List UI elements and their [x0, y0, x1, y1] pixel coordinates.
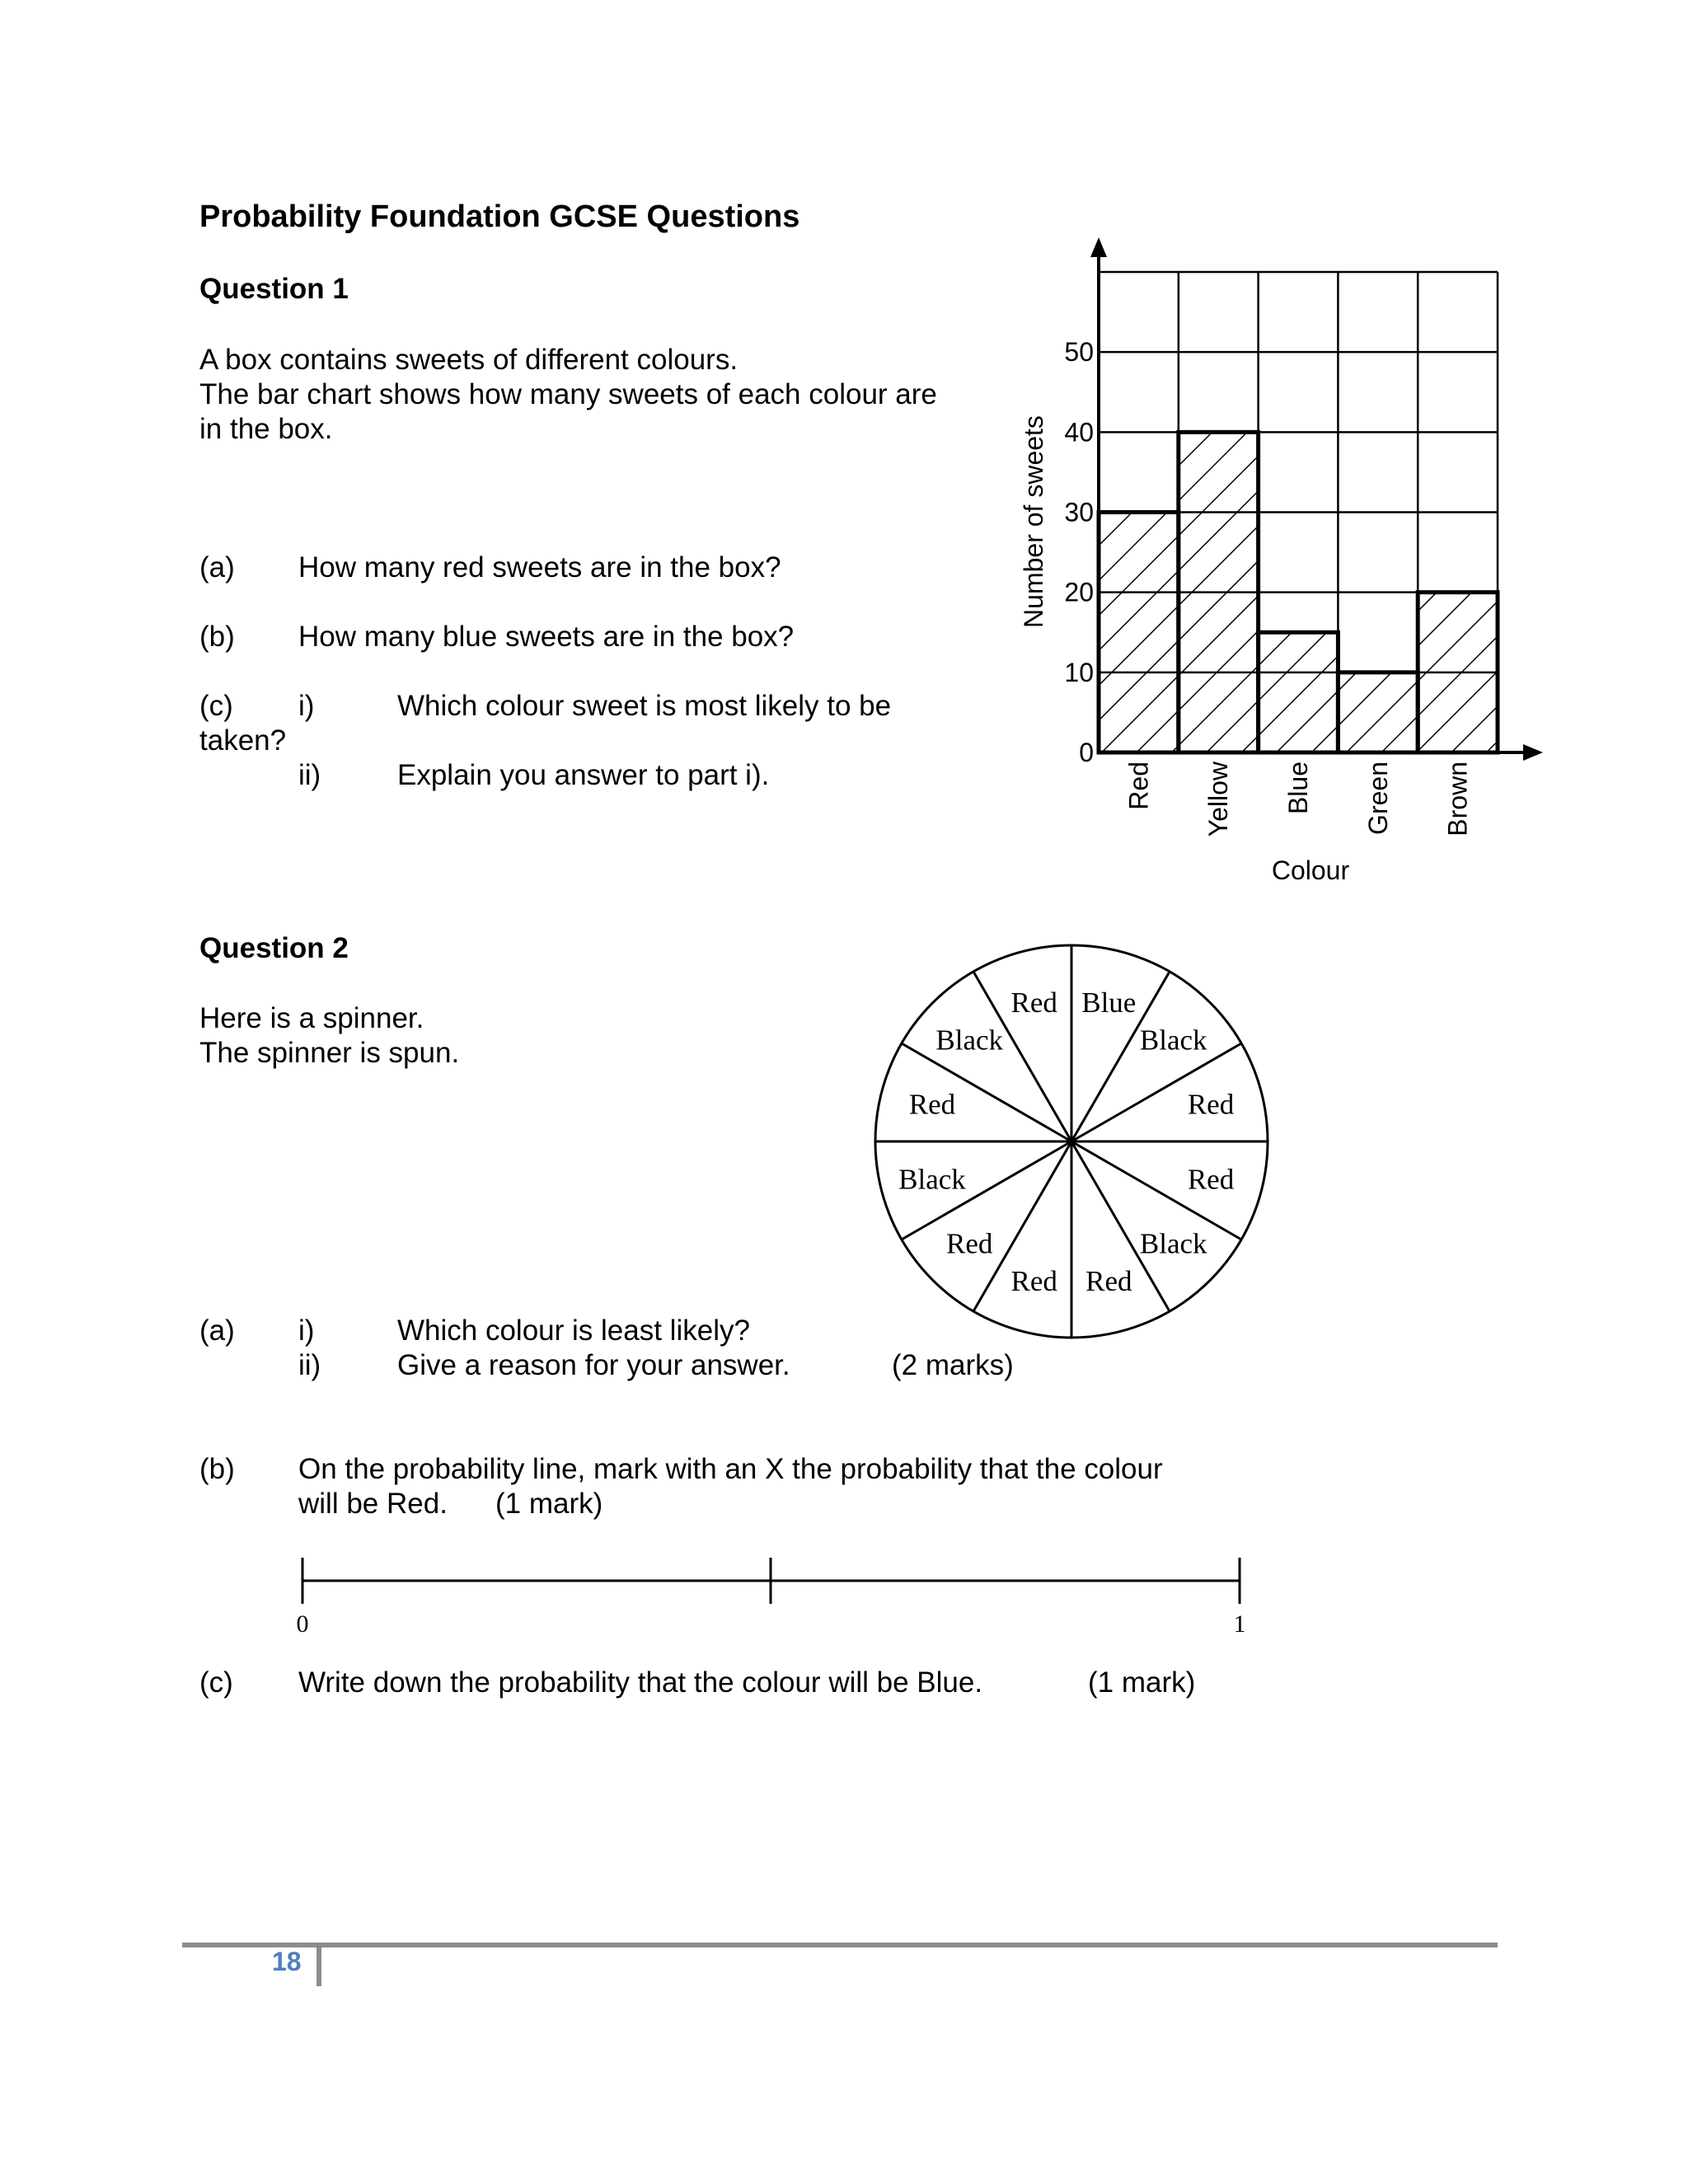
- q2-part-c-marks: (1 mark): [1088, 1666, 1196, 1699]
- spinner-sector-label: Black: [1139, 1227, 1207, 1260]
- q2-intro-line-1: Here is a spinner.: [199, 1002, 424, 1034]
- q2-part-b-label: (b): [199, 1453, 235, 1485]
- q1-intro-line-2: The bar chart shows how many sweets of each colour are: [199, 378, 937, 410]
- x-tick-label: Brown: [1442, 762, 1473, 837]
- q2-part-b-marks: (1 mark): [495, 1488, 603, 1520]
- q1-part-c-label: (c): [199, 690, 233, 722]
- question-1-heading: Question 1: [199, 273, 349, 305]
- y-tick-label: 0: [1079, 738, 1094, 767]
- spinner-sector-label: Red: [1010, 1265, 1057, 1298]
- spinner-sector-label: Blue: [1081, 986, 1137, 1019]
- q1-intro-line-1: A box contains sweets of different colours.: [199, 344, 738, 376]
- chart-x-axis-label: Colour: [1271, 855, 1350, 885]
- spinner-sector-label: Red: [1187, 1088, 1235, 1121]
- footer-rule-tick: [316, 1945, 321, 1986]
- probability-line-label-0: 0: [296, 1610, 309, 1638]
- q2-part-a-i-text: Which colour is least likely?: [397, 1315, 750, 1347]
- spinner-sector-label: Red: [946, 1227, 993, 1260]
- q2-part-a-i-label: i): [298, 1315, 315, 1347]
- q1-part-b-text: How many blue sweets are in the box?: [298, 621, 795, 653]
- q2-part-b-text-2: will be Red.: [298, 1488, 448, 1520]
- y-tick-label: 10: [1064, 657, 1094, 687]
- q2-part-b-text-1: On the probability line, mark with an X the probability that the colour: [298, 1453, 1163, 1485]
- y-tick-label: 20: [1064, 577, 1094, 607]
- spinner-sector-label: Red: [1085, 1265, 1132, 1298]
- spinner-sector-label: Black: [898, 1163, 966, 1196]
- spinner-sector-label: Red: [908, 1088, 956, 1121]
- chart-y-axis-label: Number of sweets: [1019, 415, 1048, 628]
- q2-part-a-ii-text: Give a reason for your answer.: [397, 1349, 790, 1381]
- q1-part-c-ii-label: ii): [298, 759, 321, 791]
- question-2-heading: Question 2: [199, 932, 349, 964]
- q2-part-a-marks: (2 marks): [892, 1349, 1014, 1381]
- q1-part-a-label: (a): [199, 551, 235, 583]
- q1-part-c-ii-text: Explain you answer to part i).: [397, 759, 770, 791]
- page-number: 18: [272, 1947, 302, 1976]
- page-title: Probability Foundation GCSE Questions: [199, 199, 800, 234]
- y-tick-label: 50: [1064, 337, 1094, 368]
- q1-part-c-i-text: Which colour sweet is most likely to be: [397, 690, 892, 722]
- spinner-sector-label: Red: [1010, 986, 1057, 1019]
- q2-part-a-ii-label: ii): [298, 1349, 321, 1381]
- spinner-sector-label: Red: [1187, 1163, 1235, 1196]
- footer-rule: [182, 1943, 1498, 1947]
- q1-intro-line-3: in the box.: [199, 413, 333, 445]
- q1-part-c-i-wrap: taken?: [199, 724, 287, 757]
- spinner-sector-label: Black: [1139, 1024, 1207, 1057]
- q2-intro-line-2: The spinner is spun.: [199, 1037, 460, 1069]
- spinner-sector-label: Black: [935, 1024, 1004, 1057]
- q1-part-c-i-label: i): [298, 690, 315, 722]
- x-tick-label: Green: [1362, 762, 1393, 835]
- q2-part-c-text: Write down the probability that the colour will be Blue.: [298, 1666, 983, 1699]
- q2-part-c-label: (c): [199, 1666, 233, 1699]
- probability-line-label-1: 1: [1233, 1610, 1246, 1638]
- y-tick-label: 30: [1064, 497, 1094, 527]
- x-tick-label: Blue: [1283, 762, 1313, 815]
- x-tick-label: Red: [1123, 762, 1154, 810]
- y-tick-label: 40: [1064, 417, 1094, 448]
- x-tick-label: Yellow: [1203, 762, 1234, 837]
- q1-part-b-label: (b): [199, 621, 235, 653]
- q1-part-a-text: How many red sweets are in the box?: [298, 551, 781, 583]
- q2-part-a-label: (a): [199, 1315, 235, 1347]
